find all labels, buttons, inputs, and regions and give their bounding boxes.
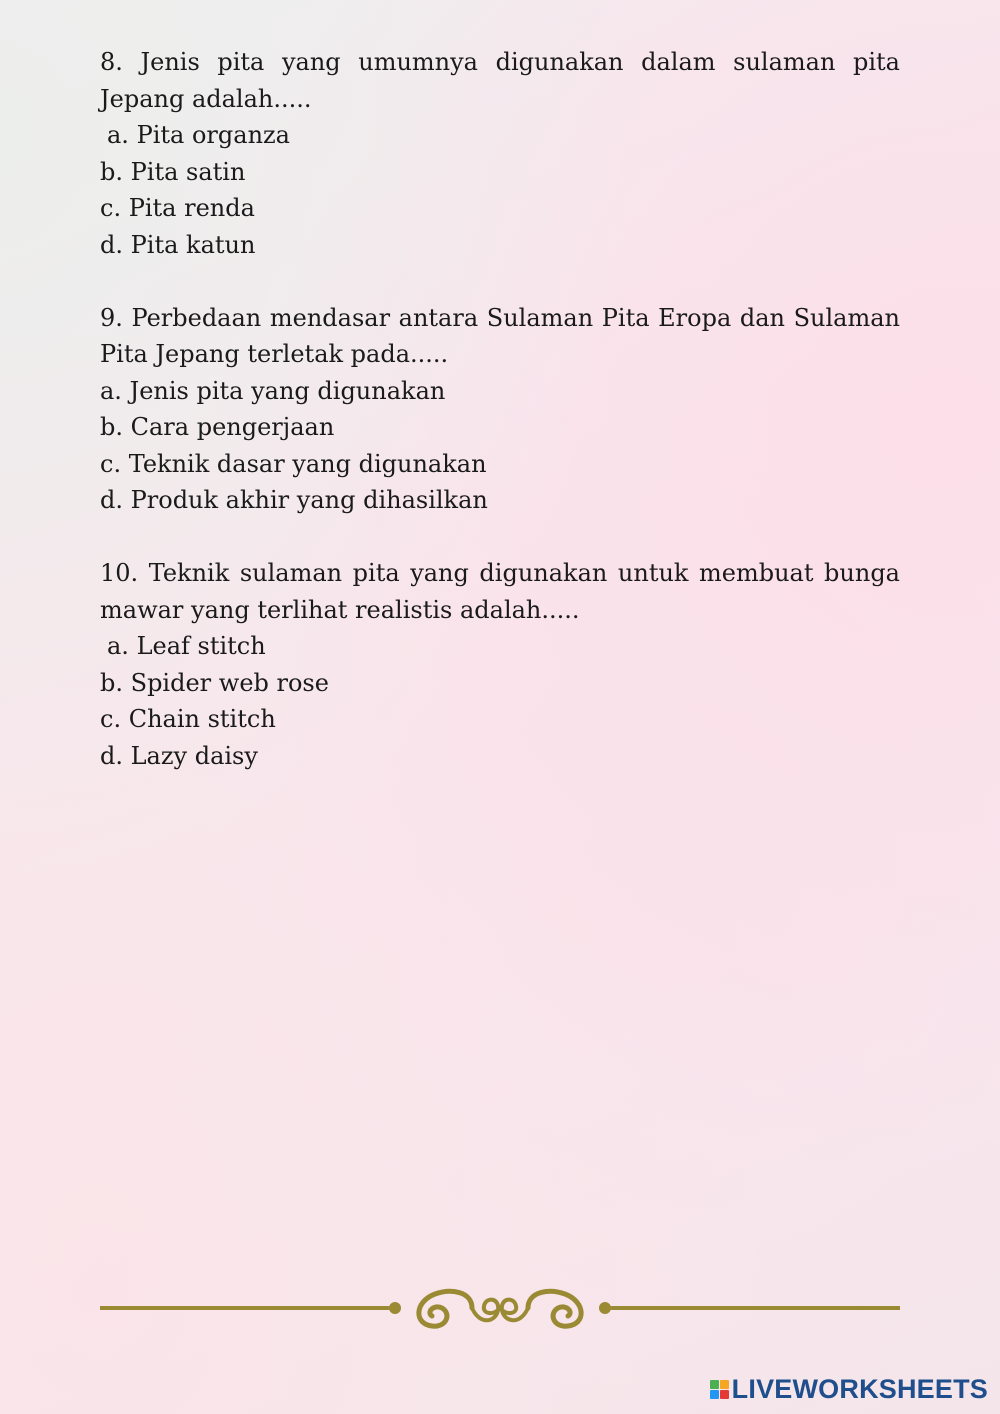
option-c[interactable]: c. Teknik dasar yang digunakan xyxy=(100,449,487,478)
option-b[interactable]: b. Pita satin xyxy=(100,157,246,186)
liveworksheets-logo-icon xyxy=(710,1380,729,1399)
option-c[interactable]: c. Chain stitch xyxy=(100,705,276,733)
option-d[interactable]: d. Produk akhir yang dihasilkan xyxy=(100,486,488,514)
option-d[interactable]: d. Pita katun xyxy=(100,230,256,259)
option-b[interactable]: b. Spider web rose xyxy=(100,668,329,697)
liveworksheets-brand[interactable] xyxy=(710,1374,988,1405)
flourish-icon xyxy=(100,1291,900,1326)
brand-name: LIVEWORKSHEETS xyxy=(731,1374,988,1404)
option-b[interactable]: b. Cara pengerjaan xyxy=(100,413,335,441)
option-d[interactable]: d. Lazy daisy xyxy=(100,741,258,770)
option-a[interactable]: a. Leaf stitch xyxy=(107,632,266,660)
option-a[interactable]: a. Jenis pita yang digunakan xyxy=(100,376,446,405)
option-a[interactable]: a. Pita organza xyxy=(107,121,290,149)
question-text: 10. Teknik sulaman pita yang digunakan untuk membuat bunga mawar yang terlihat realistis adalah..... xyxy=(100,559,900,624)
ornamental-divider xyxy=(100,1282,900,1338)
question-text: 9. Perbedaan mendasar antara Sulaman Pita Eropa dan Sulaman Pita Jepang terletak pada..... xyxy=(100,303,900,368)
question-text: 8. Jenis pita yang umumnya digunakan dalam sulaman pita Jepang adalah..... xyxy=(100,48,900,113)
question-8 xyxy=(100,44,900,263)
worksheet-content xyxy=(100,44,900,811)
option-c[interactable]: c. Pita renda xyxy=(100,194,255,222)
question-10 xyxy=(100,555,900,774)
question-9 xyxy=(100,300,900,519)
